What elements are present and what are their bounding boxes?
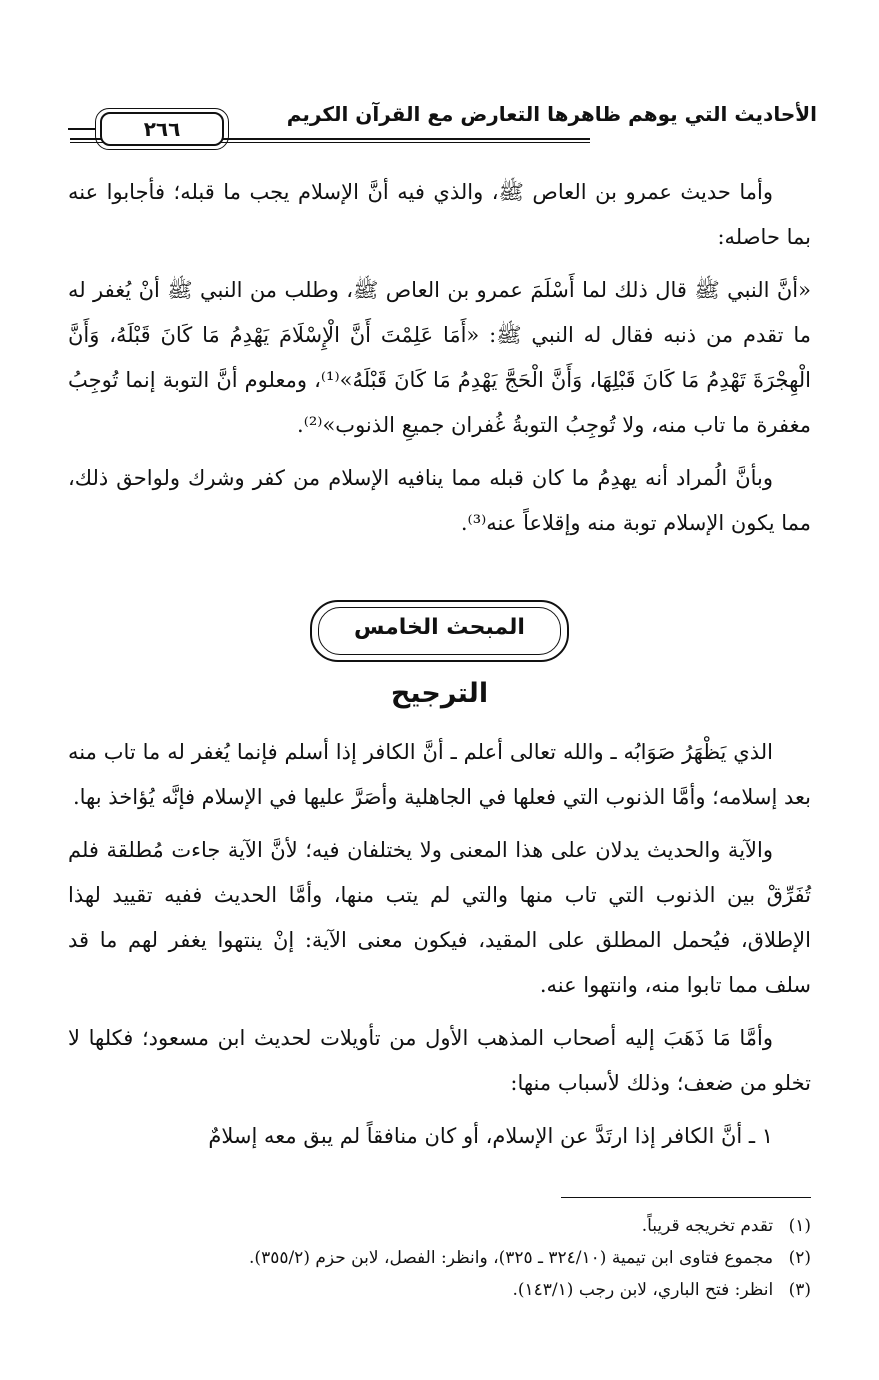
- footnote-number: (١): [788, 1216, 811, 1236]
- footnote: [68, 1210, 811, 1242]
- footnote-text: تقدم تخريجه قريباً.: [641, 1216, 774, 1236]
- footnote-text: مجموع فتاوى ابن تيمية (٣٢٤/١٠ ـ ٣٢٥)، وانظر: الفصل، لابن حزم (٣٥٥/٢).: [249, 1248, 774, 1268]
- footnotes: [68, 1210, 811, 1306]
- paragraph: ١ ـ أنَّ الكافر إذا ارتَدَّ عن الإسلام، أو كان منافقاً لم يبق معه إسلامٌ: [208, 1124, 773, 1148]
- paragraph: الذي يَظْهَرُ صَوَابُه ـ والله تعالى أعلم ـ أنَّ الكافر إذا أسلم فإنما يُغفر له ما تاب منه بعد إسلامه؛ وأمَّا الذنوب التي فعلها في الجاهلية وأصَرَّ عليها في الإسلام فإنَّه يُؤاخذ بها.: [68, 740, 811, 809]
- footnote-number: (٢): [788, 1248, 811, 1268]
- footnote: [68, 1242, 811, 1274]
- body-text-top: [68, 170, 811, 554]
- paragraph: والآية والحديث يدلان على هذا المعنى ولا يختلفان فيه؛ لأنَّ الآية جاءت مُطلقة فلم تُفَرِّقْ بين الذنوب التي تاب منها والتي لم يتب منها، وأمَّا الحديث ففيه تقييد لهذا الإطلاق، فيُحمل المطلق على المقيد، فيكون معنى الآية: إنْ ينتهوا يغفر لهم ما قد سلف مما تابوا منه، وانتهوا عنه.: [68, 838, 811, 997]
- paragraph: وبأنَّ الُمراد أنه يهدِمُ ما كان قبله مما ينافيه الإسلام من كفر وشرك ولواحق ذلك، مما يكون الإسلام توبة منه وإقلاعاً عنه⁽³⁾.: [68, 466, 811, 535]
- footnote-rule: [561, 1197, 811, 1198]
- page-header: [70, 98, 817, 150]
- page-number: ٢٦٦: [100, 112, 224, 146]
- footnote-text: انظر: فتح الباري، لابن رجب (١٤٣/١).: [512, 1280, 774, 1300]
- section-heading: الترجيح: [390, 678, 489, 709]
- section-banner: [310, 600, 569, 662]
- footnote: [68, 1274, 811, 1306]
- section-banner-title: المبحث الخامس: [354, 615, 525, 640]
- paragraph: «أنَّ النبي ﷺ قال ذلك لما أَسْلَمَ عمرو بن العاص ﷺ، وطلب من النبي ﷺ أنْ يُغفر له ما تقدم من ذنبه فقال له النبي ﷺ: «أَمَا عَلِمْتَ أَنَّ الْإِسْلَامَ يَهْدِمُ مَا كَانَ قَبْلَهُ، وَأَنَّ الْهِجْرَةَ تَهْدِمُ مَا كَانَ قَبْلِهَا، وَأَنَّ الْحَجَّ يَهْدِمُ مَا كَانَ قَبْلَهُ»⁽¹⁾، ومعلوم أنَّ التوبة إنما تُوجِبُ مغفرة ما تاب منه، ولا تُوجِبُ التوبةُ غُفران جميعِ الذنوب»⁽²⁾.: [68, 278, 811, 437]
- header-dash: [68, 128, 96, 130]
- running-title: الأحاديث التي يوهم ظاهرها التعارض مع القرآن الكريم: [286, 102, 817, 126]
- footnote-number: (٣): [788, 1280, 811, 1300]
- paragraph: وأما حديث عمرو بن العاص ﷺ، والذي فيه أنَّ الإسلام يجب ما قبله؛ فأجابوا عنه بما حاصله:: [68, 180, 811, 249]
- paragraph: وأمَّا مَا ذَهَبَ إليه أصحاب المذهب الأول من تأويلات لحديث ابن مسعود؛ فكلها لا تخلو من ضعف؛ وذلك لأسباب منها:: [68, 1026, 811, 1095]
- body-text-bottom: [68, 730, 811, 1167]
- section-banner-wrap: [0, 600, 879, 662]
